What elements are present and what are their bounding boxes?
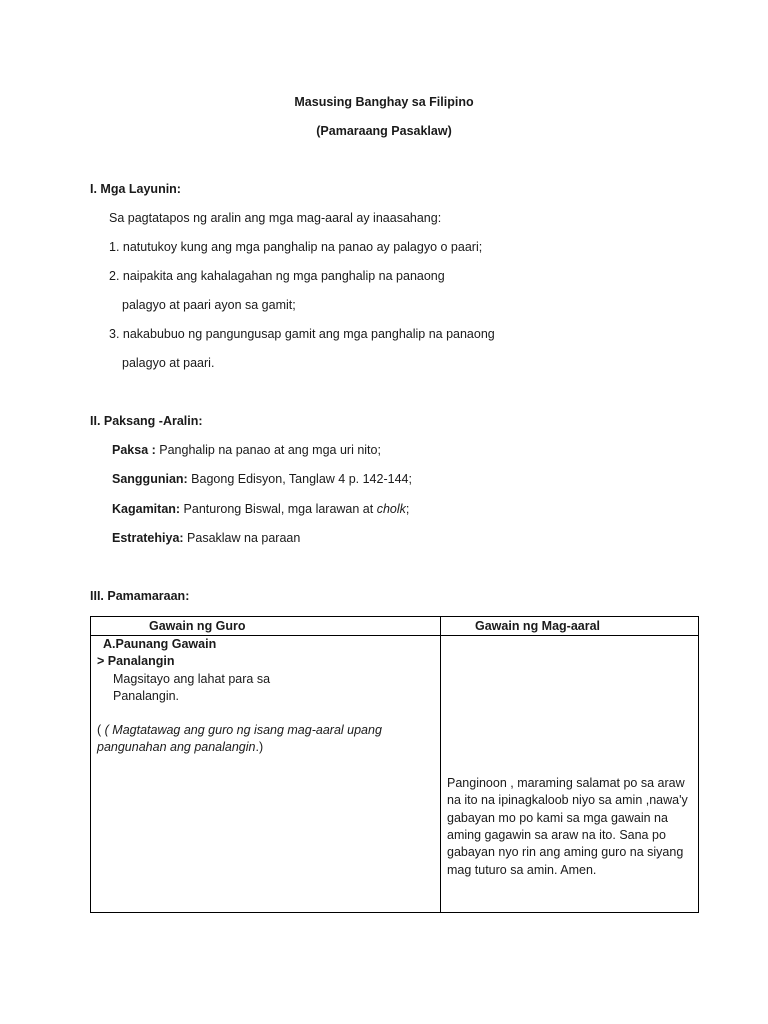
document-title: Masusing Banghay sa Filipino — [294, 95, 474, 109]
estratehiya-label: Estratehiya: — [112, 531, 184, 545]
kagamitan-label: Kagamitan: — [112, 502, 181, 516]
objective-3-cont: palagyo at paari. — [122, 356, 215, 370]
col-header-mag-aaral: Gawain ng Mag-aaral — [475, 619, 601, 633]
section3-heading: III. Pamamaraan: — [90, 589, 190, 603]
guro-line-1: Magsitayo ang lahat para sa — [113, 672, 271, 686]
section1-intro: Sa pagtatapos ng aralin ang mga mag-aaral ay inaasahang: — [109, 211, 442, 225]
estratehiya-value: Pasaklaw na paraan — [183, 531, 301, 545]
guro-note-end: .) — [255, 740, 264, 754]
paksa-value: Panghalip na panao at ang mga uri nito; — [155, 443, 381, 457]
prayer-line-2: na ito na ipinagkaloob niyo sa amin ,nawa'y — [447, 793, 688, 807]
section1-heading: I. Mga Layunin: — [90, 182, 181, 196]
table-header-divider — [91, 635, 698, 636]
objective-2-cont: palagyo at paari ayon sa gamit; — [122, 298, 296, 312]
objective-1: 1. natutukoy kung ang mga panghalip na panao ay palagyo o paari; — [109, 240, 483, 254]
guro-note-line-2 — [97, 740, 263, 754]
table-column-divider — [440, 617, 441, 912]
prayer-line-1: Panginoon , maraming salamat po sa araw — [447, 776, 685, 790]
guro-note-line-1: ( ( Magtatawag ang guro ng isang mag-aaral upang — [97, 723, 382, 737]
guro-note-italic-2: pangunahan ang panalangin — [97, 740, 256, 754]
prayer-line-4: aming gagawin sa araw na ito. Sana po — [447, 828, 666, 842]
objective-3: 3. nakabubuo ng pangungusap gamit ang mga panghalip na panaong — [109, 327, 495, 341]
objective-2: 2. naipakita ang kahalagahan ng mga panghalip na panaong — [109, 269, 445, 283]
prayer-line-6: mag tuturo sa amin. Amen. — [447, 863, 597, 877]
col-header-guro: Gawain ng Guro — [149, 619, 246, 633]
sanggunian-value: Bagong Edisyon, Tanglaw 4 p. 142-144; — [187, 472, 412, 486]
guro-line-2: Panalangin. — [113, 689, 180, 703]
paksa-row — [112, 443, 381, 457]
paksa-label: Paksa : — [112, 443, 156, 457]
guro-note-italic-1: ( Magtatawag ang guro ng isang mag-aaral upang — [104, 723, 382, 737]
prayer-line-5: gabayan nyo rin ang aming guro na siyang — [447, 845, 684, 859]
section2-heading: II. Paksang -Aralin: — [90, 414, 203, 428]
kagamitan-value-end: ; — [405, 502, 410, 516]
kagamitan-row — [112, 502, 409, 516]
kagamitan-value: Panturong Biswal, mga larawan at — [180, 502, 377, 516]
procedure-table — [90, 616, 699, 913]
kagamitan-value-italic: cholk — [376, 502, 406, 516]
guro-part-heading: A.Paunang Gawain — [103, 637, 217, 651]
prayer-line-3: gabayan mo po kami sa mga gawain na — [447, 811, 668, 825]
estratehiya-row — [112, 531, 300, 545]
document-subtitle: (Pamaraang Pasaklaw) — [316, 124, 452, 138]
sanggunian-label: Sanggunian: — [112, 472, 188, 486]
sanggunian-row — [112, 472, 412, 486]
guro-sub-heading: > Panalangin — [97, 654, 175, 668]
